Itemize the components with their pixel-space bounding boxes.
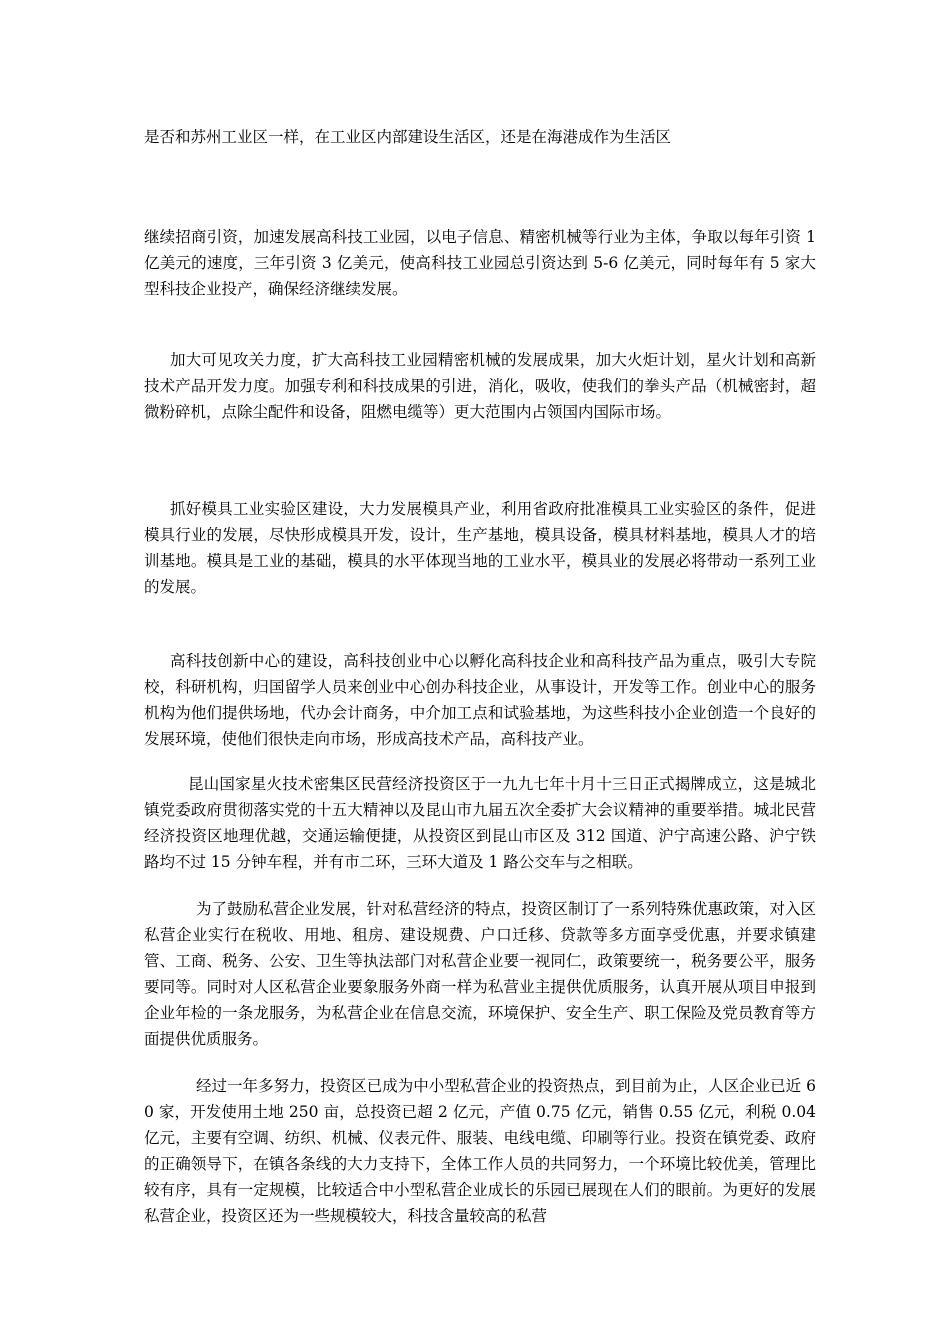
paragraph-investment-zone-founding: 昆山国家星火技术密集区民营经济投资区于一九九七年十月十三日正式揭牌成立，这是城北镇党委政府贯彻落实党的十五大精神以及昆山市九届五次全委扩大会议精神的重要举措。城北民营经济投资区地理优越，交通运输便捷，从投资区到昆山市区及 312 国道、沪宁高速公路、沪宁铁路均不过 15 分钟车程，并有市二环，三环大道及 1 路公交车与之相联。 [144, 775, 816, 871]
paragraph-mold-industry: 抓好模具工业实验区建设，大力发展模具产业，利用省政府批准模具工业实验区的条件，促进模具行业的发展，尽快形成模具开发，设计，生产基地，模具设备，模具材料基地，模具人才的培训基地。模具是工业的基础，模具的水平体现当地的工业水平，模具业的发展必将带动一系列工业的发展。 [144, 500, 816, 596]
paragraph-innovation-center: 高科技创新中心的建设，高科技创业中心以孵化高科技企业和高科技产品为重点，吸引大专院校，科研机构，归国留学人员来创业中心创办科技企业，从事设计，开发等工作。创业中心的服务机构为他们提供场地，代办会计商务，中介加工点和试验基地，为这些科技小企业创造一个良好的发展环境，使他们很快走向市场，形成高技术产品，高科技产业。 [144, 652, 816, 748]
paragraph-preferential-policies: 为了鼓励私营企业发展，针对私营经济的特点，投资区制订了一系列特殊优惠政策，对入区私营企业实行在税收、用地、租房、建设规费、户口迁移、贷款等多方面享受优惠，并要求镇建管、工商、税务、公安、卫生等执法部门对私营企业要一视同仁，政策要统一，税务要公平，服务要同等。同时对人区私营企业要象服务外商一样为私营业主提供优质服务，认真开展从项目申报到企业年检的一条龙服务，为私营企业在信息交流，环境保护、安全生产、职工保险及党员教育等方面提供优质服务。 [144, 900, 817, 1048]
paragraph-tech-research: 加大可见攻关力度，扩大高科技工业园精密机械的发展成果，加大火炬计划，星火计划和高新技术产品开发力度。加强专利和科技成果的引进，消化，吸收，使我们的拳头产品（机械密封，超微粉碎机，点除尘配件和设备，阻燃电缆等）更大范围内占领国内国际市场。 [144, 351, 816, 421]
paragraph-investment-attraction: 继续招商引资，加速发展高科技工业园，以电子信息、精密机械等行业为主体，争取以每年引资 1 亿美元的速度，三年引资 3 亿美元，使高科技工业园总引资达到 5-6 亿美元，同时每年有 5 家大型科技企业投产，确保经济继续发展。 [144, 228, 816, 298]
paragraph-achievements: 经过一年多努力，投资区已成为中小型私营企业的投资热点，到目前为止，人区企业已近 60 家，开发使用土地 250 亩，总投资已超 2 亿元，产值 0.75 亿元，销售 0.55 亿元，利税 0.04 亿元，主要有空调、纺织、机械、仪表元件、服装、电线电缆、印刷等行业。投资在镇党委、政府的正确领导下，在镇各条线的大力支持下，全体工作人员的共同努力，一个环境比较优美，管理比较有序，具有一定规模，比较适合中小型私营企业成长的乐园已展现在人们的眼前。为更好的发展私营企业，投资区还为一些规模较大，科技含量较高的私营 [144, 1077, 816, 1225]
paragraph-living-area-question: 是否和苏州工业区一样，在工业区内部建设生活区，还是在海港成作为生活区 [144, 128, 672, 146]
